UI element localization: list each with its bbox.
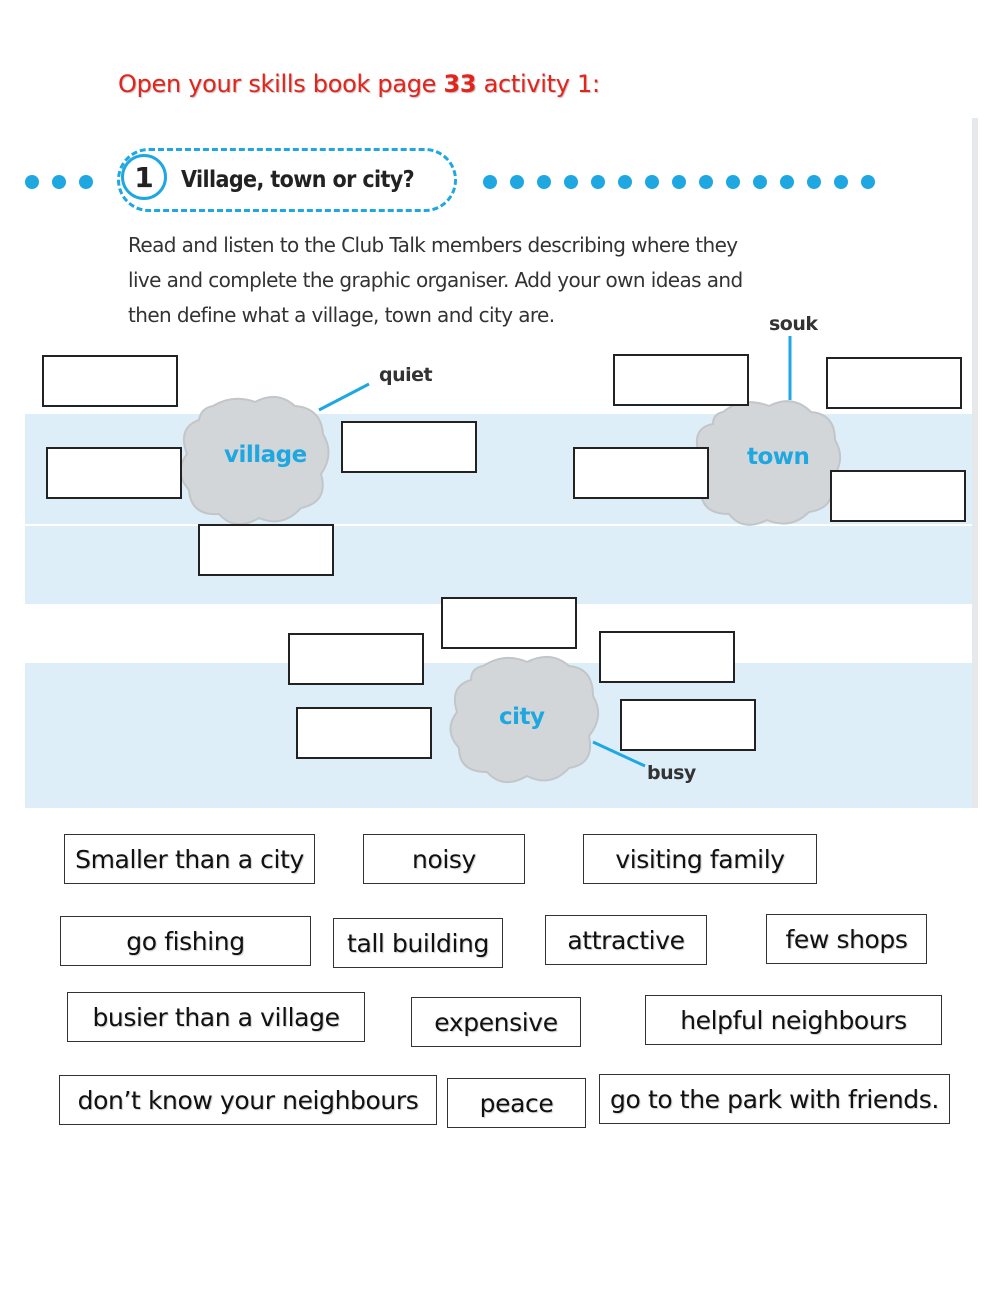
answer-drop-box[interactable] xyxy=(826,357,962,409)
word-tile[interactable]: noisy xyxy=(363,834,525,884)
answer-drop-box[interactable] xyxy=(46,447,182,499)
answer-drop-box[interactable] xyxy=(599,631,735,683)
word-tile[interactable]: busier than a village xyxy=(67,992,365,1042)
word-tile[interactable]: visiting family xyxy=(583,834,817,884)
background-band xyxy=(25,526,978,604)
city-given-word: busy xyxy=(647,762,696,784)
word-tile[interactable]: helpful neighbours xyxy=(645,995,942,1045)
dotted-rule-left xyxy=(25,170,93,194)
answer-drop-box[interactable] xyxy=(42,355,178,407)
word-tile[interactable]: go to the park with friends. xyxy=(599,1074,950,1124)
answer-drop-box[interactable] xyxy=(620,699,756,751)
word-tile[interactable]: expensive xyxy=(411,997,581,1047)
activity-title: Village, town or city? xyxy=(181,167,415,193)
word-tile[interactable]: Smaller than a city xyxy=(64,834,315,884)
page-edge xyxy=(972,118,978,808)
town-given-word: souk xyxy=(769,313,818,335)
village-label: village xyxy=(224,442,307,468)
activity-description: Read and listen to the Club Talk members describing where they live and complete the graphic organiser. Add your own ideas and then define what a village, town and city are. xyxy=(128,233,743,327)
answer-drop-box[interactable] xyxy=(341,421,477,473)
answer-drop-box[interactable] xyxy=(198,524,334,576)
word-tile[interactable]: don’t know your neighbours xyxy=(59,1075,437,1125)
city-label: city xyxy=(499,704,545,730)
village-given-word: quiet xyxy=(379,364,433,386)
answer-drop-box[interactable] xyxy=(441,597,577,649)
answer-drop-box[interactable] xyxy=(830,470,966,522)
village-connector-line xyxy=(315,380,375,420)
answer-drop-box[interactable] xyxy=(613,354,749,406)
answer-drop-box[interactable] xyxy=(288,633,424,685)
town-label: town xyxy=(747,444,810,470)
dotted-rule-right xyxy=(483,170,875,194)
word-tile[interactable]: few shops xyxy=(766,914,927,964)
instruction-text: Open your skills book page 33 activity 1: xyxy=(118,70,600,98)
word-tile[interactable]: tall building xyxy=(333,918,503,968)
town-connector-line xyxy=(785,334,795,404)
word-tile[interactable]: peace xyxy=(447,1078,586,1128)
word-tile[interactable]: attractive xyxy=(545,915,707,965)
page-number: 33 xyxy=(443,70,477,98)
word-tile[interactable]: go fishing xyxy=(60,916,311,966)
answer-drop-box[interactable] xyxy=(573,447,709,499)
activity-number: 1 xyxy=(121,154,167,200)
answer-drop-box[interactable] xyxy=(296,707,432,759)
